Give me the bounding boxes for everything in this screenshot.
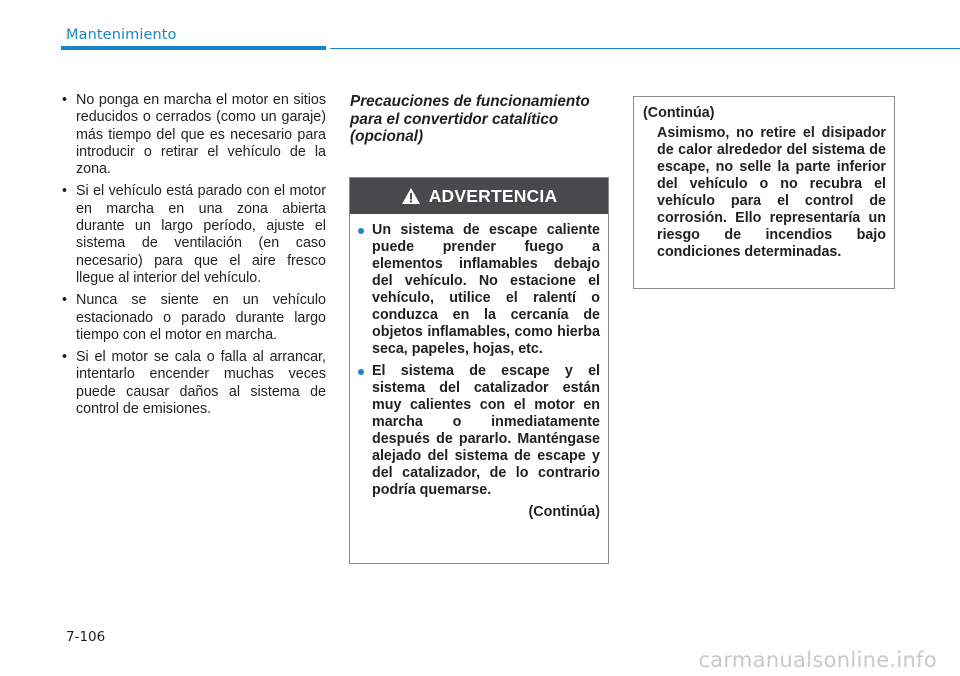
- left-column: [61, 92, 326, 423]
- continued-box: [633, 96, 895, 289]
- list-item: • Si el motor se cala o falla al arrancar, intentarlo encender muchas veces puede causar daños al sistema de control de emisiones.: [62, 349, 326, 418]
- warning-list: [358, 222, 600, 499]
- bullet-list: [61, 92, 326, 418]
- warning-body: [350, 214, 608, 521]
- bullet-dot-icon: [358, 228, 364, 234]
- subsection-heading: Precauciones de funcionamiento para el convertidor catalítico (opcional): [350, 93, 590, 145]
- bullet-icon: •: [62, 349, 68, 366]
- warning-title: ADVERTENCIA: [428, 185, 558, 206]
- bullet-dot-icon: [358, 369, 364, 375]
- header-rule-thin: [330, 48, 960, 49]
- page-number: 7-106: [66, 629, 106, 645]
- bullet-icon: •: [62, 92, 68, 108]
- list-item: • Nunca se siente en un vehículo estacionado o parado durante largo tiempo con el motor en marcha.: [62, 292, 326, 343]
- continued-label: (Continúa): [643, 105, 715, 121]
- header-rule-thick: [61, 46, 326, 50]
- warning-box: [349, 177, 609, 564]
- list-item: • Si el vehículo está parado con el motor en marcha en una zona abierta durante un largo período, ajuste el sistema de ventilación (en caso necesario) para que el aire fresco llegue al interior del vehículo.: [62, 183, 326, 286]
- warning-triangle-icon: [401, 187, 421, 205]
- watermark: carmanualsonline.info: [698, 648, 937, 672]
- warning-item: El sistema de escape y el sistema del catalizador están muy calientes con el motor en marcha o inmediatamente después de pararlo. Manténgase alejado del sistema de escape y del catalizador, de lo contrario podría quemarse.: [358, 363, 600, 499]
- list-item: • No ponga en marcha el motor en sitios reducidos o cerrados (como un garaje) más tiempo del que es necesario para introducir o retirar el vehículo de la zona.: [62, 92, 326, 178]
- continues-label: (Continúa): [528, 504, 600, 520]
- warning-header: [350, 178, 608, 214]
- continued-text: Asimismo, no retire el disipador de calor alrededor del sistema de escape, no selle la parte inferior del vehículo o no recubra el vehículo para el control de corrosión. Ello representaría un riesgo de incendios bajo condiciones determinadas.: [657, 125, 886, 260]
- section-title: Mantenimiento: [66, 27, 177, 43]
- bullet-icon: •: [62, 292, 68, 309]
- bullet-icon: •: [62, 183, 68, 200]
- warning-item: Un sistema de escape caliente puede prender fuego a elementos inflamables debajo del vehículo. No estacione el vehículo, utilice el ralentí o conduzca en la cercanía de objetos inflamables, como hierba seca, papeles, hojas, etc.: [358, 222, 600, 358]
